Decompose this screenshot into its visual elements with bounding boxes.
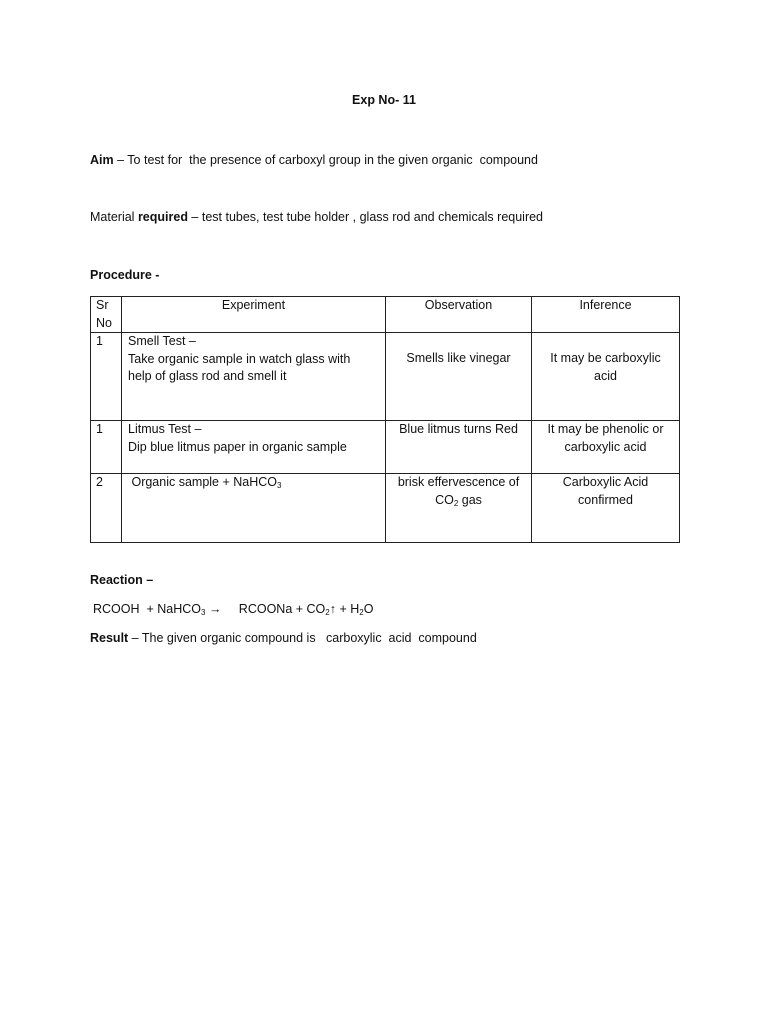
table-row xyxy=(91,333,680,421)
row-inference: Carboxylic Acid confirmed xyxy=(532,474,680,543)
material-text: – test tubes, test tube holder , glass rod and chemicals required xyxy=(187,210,544,224)
page-title: Exp No- 11 xyxy=(352,93,416,107)
row-sr: 1 xyxy=(91,421,122,474)
row-inference: It may be phenolic or carboxylic acid xyxy=(532,421,680,474)
header-observation: Observation xyxy=(386,297,532,333)
reaction-heading: Reaction – xyxy=(90,573,154,587)
result-label: Result xyxy=(90,631,129,645)
aim-line xyxy=(90,153,538,167)
row-experiment: Smell Test – Take organic sample in watch glass with help of glass rod and smell it xyxy=(122,333,386,421)
header-experiment: Experiment xyxy=(122,297,386,333)
result-line xyxy=(90,631,477,645)
procedure-heading: Procedure - xyxy=(90,268,160,282)
table-row xyxy=(91,421,680,474)
row-observation: brisk effervescence of $CO_2$ gas xyxy=(386,474,532,543)
table-row xyxy=(91,474,680,543)
result-text: – The given organic compound is carboxylic acid compound xyxy=(128,631,477,645)
row-observation: Smells like vinegar xyxy=(386,333,532,421)
row-experiment: Organic sample + NaHCO$_3$ xyxy=(122,474,386,543)
row-sr: 2 xyxy=(91,474,122,543)
row-experiment: Litmus Test – Dip blue litmus paper in organic sample xyxy=(122,421,386,474)
aim-label: Aim xyxy=(90,153,114,167)
header-inference: Inference xyxy=(532,297,680,333)
row-inference: It may be carboxylic acid xyxy=(532,333,680,421)
row-sr: 1 xyxy=(91,333,122,421)
material-label: required xyxy=(137,210,188,224)
procedure-table xyxy=(90,296,680,543)
row-observation: Blue litmus turns Red xyxy=(386,421,532,474)
header-sr: Sr No xyxy=(91,297,122,333)
material-line xyxy=(90,210,543,224)
table-header-row xyxy=(91,297,680,333)
aim-text: – To test for the presence of carboxyl group in the given organic compound xyxy=(113,153,538,167)
reaction-equation: RCOOH + NaHCO$_3$ → RCOONa + $CO_2↑ + H_2O$ xyxy=(93,602,374,617)
material-prefix: Material xyxy=(90,210,138,224)
